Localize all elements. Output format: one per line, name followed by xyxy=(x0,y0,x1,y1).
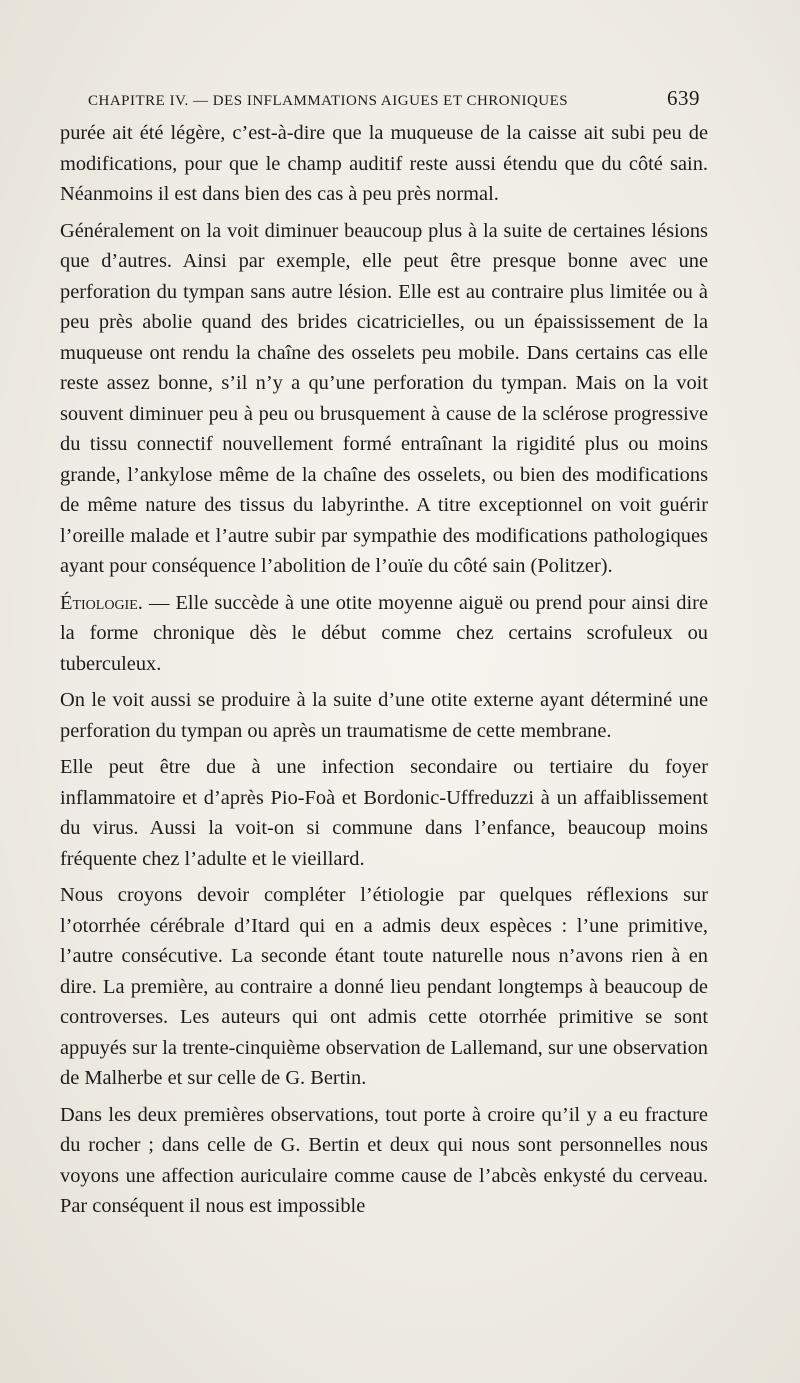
running-head xyxy=(88,88,700,114)
paragraph-etiologie xyxy=(60,588,708,680)
body-text xyxy=(60,118,708,1222)
paragraph-7: Dans les deux premières observations, tout porte à croire qu’il y a eu fracture du rocher ; dans celle de G. Bertin et deux qui nous sont personnelles nous voyons une affection auriculaire comme cause de l’abcès enkysté du cerveau. Par conséquent il nous est impossible xyxy=(60,1103,708,1217)
paragraph-1: purée ait été légère, c’est-à-dire que la muqueuse de la caisse ait subi peu de modifications, pour que le champ auditif reste aussi étendu que du côté sain. Néanmoins il est dans bien des cas à peu près normal. xyxy=(60,122,708,205)
page-number: 639 xyxy=(667,86,700,110)
chapter-title: CHAPITRE IV. — DES INFLAMMATIONS AIGUES ET CHRONIQUES xyxy=(88,93,569,109)
paragraph-2: Généralement on la voit diminuer beaucoup plus à la suite de certaines lésions que d’autres. Ainsi par exemple, elle peut être presque bonne avec une perforation du tympan sans autre lésion. Elle est au contraire plus limitée ou à peu près abolie quand des brides cicatricielles, ou un épaississement de la muqueuse ont rendu la chaîne des osselets peu mobile. Dans certains cas elle reste assez bonne, s’il n’y a qu’une perforation du tympan. Mais on la voit souvent diminuer peu à peu ou brusquement à cause de la sclérose progressive du tissu connectif nouvellement formé entraînant la rigidité plus ou moins grande, l’ankylose même de la chaîne des osselets, ou bien des modifications de même nature des tissus du labyrinthe. A titre exceptionnel on voit guérir l’oreille malade et l’autre subir par sympathie des modifications pathologiques ayant pour conséquence l’abolition de l’ouïe du côté sain (Politzer). xyxy=(60,219,708,577)
paragraph-6: Nous croyons devoir compléter l’étiologie par quelques réflexions sur l’otorrhée cérébrale d’Itard qui en a admis deux espèces : l’une primitive, l’autre consécutive. La seconde étant toute naturelle nous n’avons rien à en dire. La première, au contraire a donné lieu pendant longtemps à beaucoup de controverses. Les auteurs qui ont admis cette otorrhée primitive se sont appuyés sur la trente-cinquième observation de Lallemand, sur une observation de Malherbe et sur celle de G. Bertin. xyxy=(60,884,708,1089)
paragraph-5: Elle peut être due à une infection secondaire ou tertiaire du foyer inflammatoire et d’après Pio-Foà et Bordonic-Uffreduzzi à un affaiblissement du virus. Aussi la voit-on si commune dans l’enfance, beaucoup moins fréquente chez l’adulte et le vieillard. xyxy=(60,756,708,870)
paragraph-4: On le voit aussi se produire à la suite d’une otite externe ayant déterminé une perforation du tympan ou après un traumatisme de cette membrane. xyxy=(60,689,708,742)
section-heading-etiologie: Étiologie. xyxy=(60,591,143,614)
paragraph-3-text: — Elle succède à une otite moyenne aiguë ou prend pour ainsi dire la forme chronique dès le début comme chez certains scrofuleux ou tuberculeux. xyxy=(60,591,708,675)
